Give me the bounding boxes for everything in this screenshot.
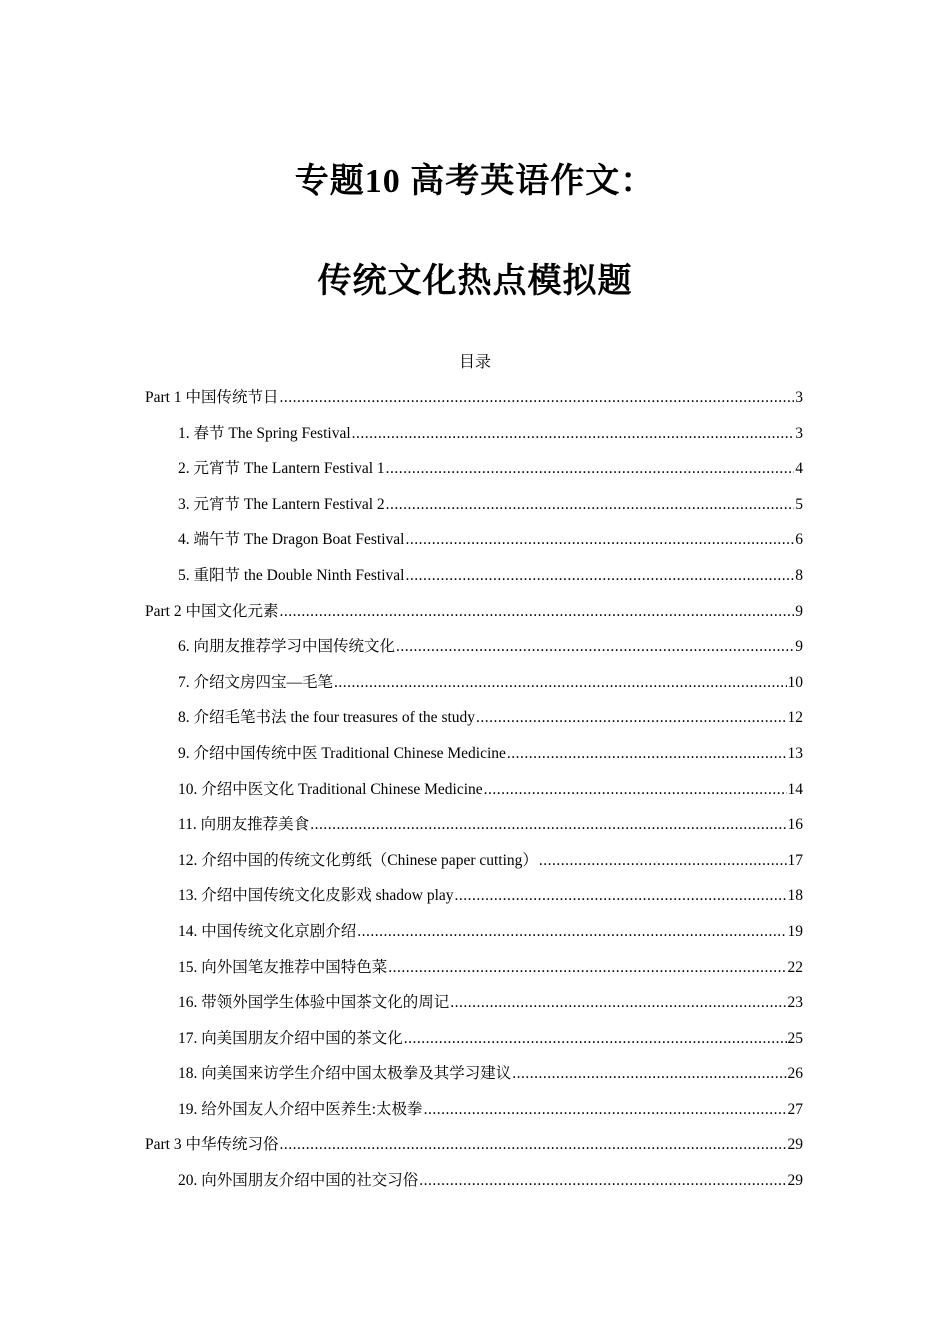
toc-item-entry[interactable] [0,1063,950,1099]
toc-entry-page-number: 13 [787,744,803,762]
toc-entry-label: 15. 向外国笔友推荐中国特色菜 [178,958,388,976]
toc-item-entry[interactable] [0,885,950,921]
toc-dot-leader [539,850,787,872]
toc-entry-page-number: 5 [795,495,803,513]
toc-item-entry[interactable] [0,1099,950,1135]
toc-dot-leader [405,565,794,587]
toc-entry-page-number: 19 [787,922,803,940]
toc-dot-leader [419,1170,786,1192]
toc-dot-leader [357,921,786,943]
toc-dot-leader [352,423,795,445]
toc-entry-label: 6. 向朋友推荐学习中国传统文化 [178,638,396,656]
toc-item-entry[interactable] [0,957,950,993]
toc-item-entry[interactable] [0,423,950,459]
toc-dot-leader [279,1134,786,1156]
toc-item-entry[interactable] [0,494,950,530]
toc-dot-leader [279,387,794,409]
toc-entry-page-number: 14 [787,780,803,798]
toc-entry-page-number: 12 [787,709,803,727]
toc-dot-leader [424,1099,787,1121]
toc-dot-leader [507,743,787,765]
toc-entry-label: Part 2 中国文化元素 [145,602,279,620]
toc-dot-leader [386,494,795,516]
toc-entry-page-number: 26 [787,1065,803,1083]
toc-entry-page-number: 18 [787,887,803,905]
toc-item-entry[interactable] [0,1028,950,1064]
toc-entry-label: 12. 介绍中国的传统文化剪纸（Chinese paper cutting） [178,851,538,869]
toc-entry-label: 1. 春节 The Spring Festival [178,424,351,442]
toc-entry-label: 11. 向朋友推荐美食 [178,816,310,834]
toc-entry-label: 18. 向美国来访学生介绍中国太极拳及其学习建议 [178,1065,512,1083]
toc-entry-label: 8. 介绍毛笔书法 the four treasures of the study [178,709,476,727]
toc-dot-leader [279,601,794,623]
toc-entry-page-number: 9 [795,638,803,656]
toc-entry-page-number: 29 [787,1136,803,1154]
toc-entry-label: 10. 介绍中医文化 Traditional Chinese Medicine [178,780,483,798]
toc-item-entry[interactable] [0,707,950,743]
toc-dot-leader [405,529,794,551]
toc-entry-page-number: 22 [787,958,803,976]
toc-part-entry[interactable] [0,387,950,423]
toc-dot-leader [310,814,786,836]
toc-entry-page-number: 4 [795,460,803,478]
toc-entry-label: 4. 端午节 The Dragon Boat Festival [178,531,405,549]
toc-entry-page-number: 10 [787,673,803,691]
toc-dot-leader [386,458,795,480]
toc-item-entry[interactable] [0,672,950,708]
toc-item-entry[interactable] [0,743,950,779]
toc-entry-page-number: 23 [787,994,803,1012]
toc-entry-label: 7. 介绍文房四宝—毛笔 [178,673,334,691]
toc-dot-leader [450,992,786,1014]
document-title-line-2: 传统文化热点模拟题 [317,263,633,300]
toc-entry-page-number: 3 [795,424,803,442]
toc-part-entry[interactable] [0,1134,950,1170]
toc-part-entry[interactable] [0,601,950,637]
toc-entry-page-number: 6 [795,531,803,549]
toc-dot-leader [404,1028,787,1050]
toc-entry-label: 2. 元宵节 The Lantern Festival 1 [178,460,385,478]
toc-item-entry[interactable] [0,992,950,1028]
toc-heading: 目录 [458,354,491,371]
toc-entry-label: 19. 给外国友人介绍中医养生:太极拳 [178,1100,423,1118]
toc-entry-page-number: 27 [787,1100,803,1118]
toc-dot-leader [484,779,787,801]
toc-entry-label: 17. 向美国朋友介绍中国的茶文化 [178,1029,403,1047]
toc-dot-leader [396,636,794,658]
toc-item-entry[interactable] [0,529,950,565]
toc-entry-page-number: 25 [787,1029,803,1047]
toc-entry-label: 20. 向外国朋友介绍中国的社交习俗 [178,1172,419,1190]
toc-item-entry[interactable] [0,850,950,886]
toc-entry-label: 14. 中国传统文化京剧介绍 [178,922,357,940]
toc-entry-page-number: 29 [787,1172,803,1190]
toc-item-entry[interactable] [0,565,950,601]
toc-entry-label: 16. 带领外国学生体验中国茶文化的周记 [178,994,450,1012]
toc-dot-leader [476,707,786,729]
toc-entry-page-number: 3 [795,389,803,406]
toc-item-entry[interactable] [0,1170,950,1206]
toc-entry-label: 5. 重阳节 the Double Ninth Festival [178,566,405,584]
toc-dot-leader [455,885,787,907]
toc-entry-page-number: 8 [795,566,803,584]
toc-item-entry[interactable] [0,921,950,957]
toc-entry-page-number: 9 [795,602,803,620]
toc-entry-page-number: 16 [787,816,803,834]
table-of-contents [0,387,950,1206]
toc-entry-label: Part 1 中国传统节日 [145,389,279,406]
toc-item-entry[interactable] [0,814,950,850]
toc-entry-page-number: 17 [787,851,803,869]
toc-dot-leader [334,672,786,694]
document-title-line-1: 专题10 高考英语作文： [294,163,656,200]
toc-entry-label: 13. 介绍中国传统文化皮影戏 shadow play [178,887,454,905]
toc-dot-leader [388,957,786,979]
toc-item-entry[interactable] [0,636,950,672]
toc-entry-label: Part 3 中华传统习俗 [145,1136,279,1154]
toc-item-entry[interactable] [0,458,950,494]
toc-item-entry[interactable] [0,779,950,815]
toc-entry-label: 3. 元宵节 The Lantern Festival 2 [178,495,385,513]
toc-dot-leader [512,1063,786,1085]
toc-entry-label: 9. 介绍中国传统中医 Traditional Chinese Medicine [178,744,506,762]
